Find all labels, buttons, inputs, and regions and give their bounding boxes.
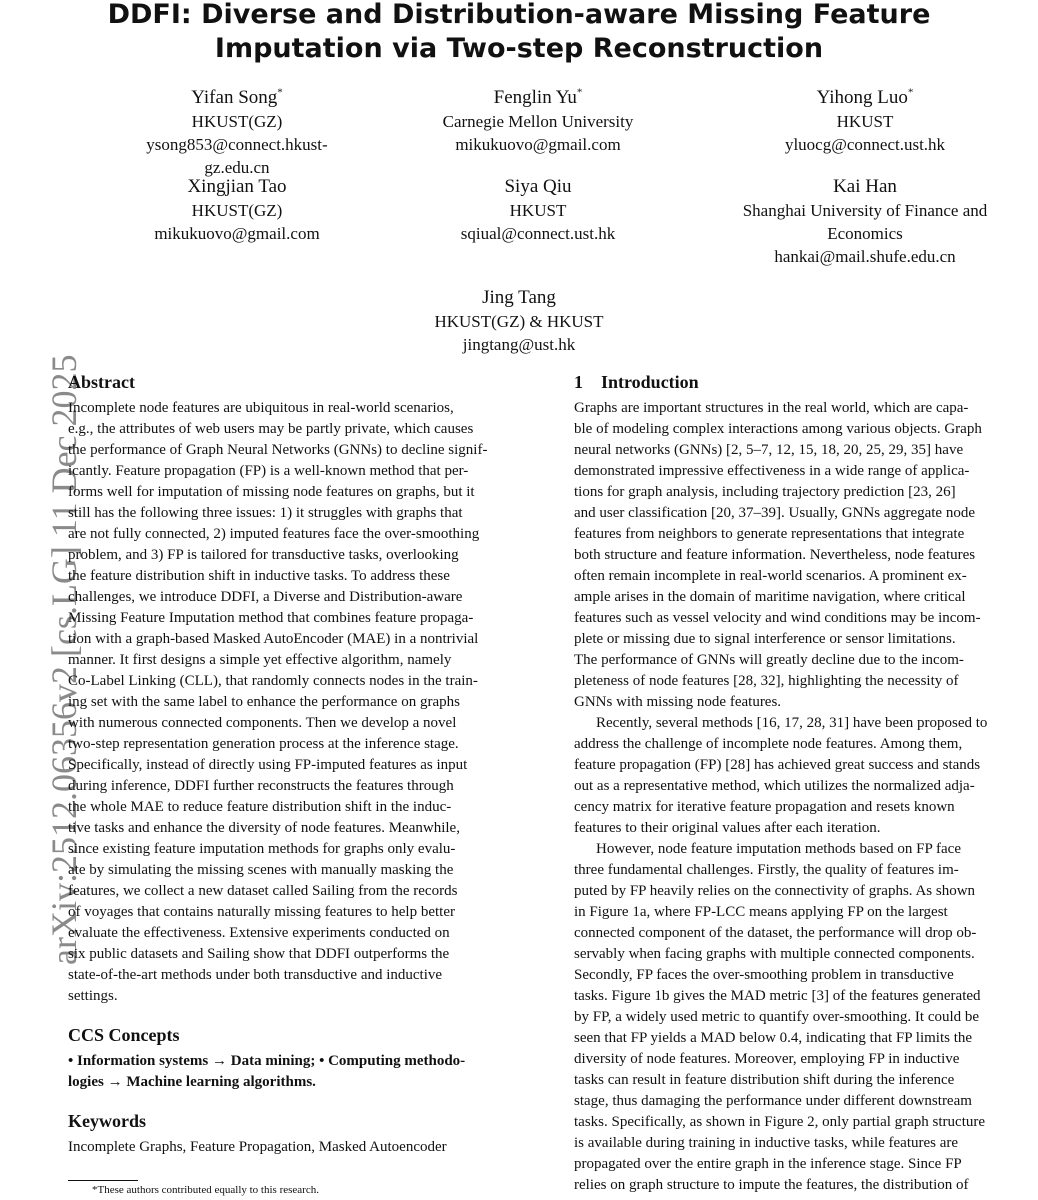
author-affiliation: HKUST — [509, 201, 567, 220]
text-line: icantly. Feature propagation (FP) is a well-known method that per- — [68, 463, 469, 479]
text-line: out as a representative method, which utilizes the normalized adja- — [574, 778, 975, 794]
text-line: tasks. Specifically, as shown in Figure 2, only partial graph structure — [574, 1114, 986, 1130]
text-line: demonstrated impressive effectiveness in a wide range of applica- — [574, 463, 970, 479]
title-line-2: Imputation via Two-step Reconstruction — [214, 33, 824, 64]
text-line: address the challenge of incomplete node features. Among them, — [574, 736, 963, 752]
text-line: relies on graph structure to impute the features, the distribution of — [574, 1177, 969, 1193]
author-name: Fenglin Yu — [493, 87, 577, 108]
author-affiliation: HKUST(GZ) — [191, 201, 283, 220]
text-line: tasks. Figure 1b gives the MAD metric [3] of the features generated — [574, 988, 981, 1004]
text-line: with numerous connected components. Then we develop a novel — [68, 715, 457, 731]
text-line: challenges, we introduce DDFI, a Diverse and Distribution-aware — [68, 589, 463, 605]
right-column — [574, 370, 1036, 1196]
text-line: Recently, several methods [16, 17, 28, 31] have been proposed to — [596, 715, 988, 731]
author-affiliation-cont: Economics — [827, 224, 903, 243]
text-line: The performance of GNNs will greatly decline due to the incom- — [574, 652, 964, 668]
author-email[interactable]: jingtang@ust.hk — [462, 335, 576, 354]
text-line: often remain incomplete in real-world scenarios. A prominent ex- — [574, 568, 967, 584]
introduction-heading: 1 Introduction — [574, 372, 699, 392]
text-line: Incomplete node features are ubiquitous in real-world scenarios, — [68, 400, 454, 416]
author-affiliation: Shanghai University of Finance and — [742, 201, 988, 220]
author-email[interactable]: mikukuovo@gmail.com — [455, 135, 621, 154]
footnote-rule — [68, 1180, 138, 1181]
text-line: of voyages that contains naturally missing features to help better — [68, 904, 455, 920]
author-affiliation: Carnegie Mellon University — [442, 112, 634, 131]
text-line: cency matrix for iterative feature propagation and resets known — [574, 799, 955, 815]
text-line: diversity of node features. Moreover, employing FP in inductive — [574, 1051, 960, 1067]
text-line: are not fully connected, 2) imputed features face the over-smoothing — [68, 526, 480, 542]
text-line: six public datasets and Sailing show that DDFI outperforms the — [68, 946, 450, 962]
intro-paragraph-1 — [574, 398, 1036, 713]
text-line: propagated over the entire graph in the inference stage. Since FP — [574, 1156, 962, 1172]
ccs-heading: CCS Concepts — [68, 1025, 180, 1045]
text-line: ample arises in the domain of maritime navigation, where critical — [574, 589, 966, 605]
text-line: ate by simulating the missing scenes with manually masking the — [68, 862, 454, 878]
author-block — [745, 86, 985, 156]
text-line: two-step representation generation process at the inference stage. — [68, 736, 459, 752]
title-line-1: DDFI: Diverse and Distribution-aware Missing Feature — [107, 0, 931, 30]
text-line: features to their original values after each iteration. — [574, 820, 881, 836]
text-line: tive tasks and enhance the diversity of node features. Meanwhile, — [68, 820, 460, 836]
author-email[interactable]: mikukuovo@gmail.com — [154, 224, 320, 243]
text-line: Specifically, instead of directly using FP-imputed features as input — [68, 757, 468, 773]
author-name: Jing Tang — [482, 287, 556, 308]
text-line: pleteness of node features [28, 32], highlighting the necessity of — [574, 673, 959, 689]
author-name: Kai Han — [833, 176, 897, 197]
author-block — [117, 86, 357, 179]
text-line: in Figure 1a, where FP-LCC means applying FP on the largest — [574, 904, 948, 920]
text-line: during inference, DDFI further reconstructs the features through — [68, 778, 454, 794]
text-line: both structure and feature information. Nevertheless, node features — [574, 547, 976, 563]
text-line: problem, and 3) FP is tailored for transductive tasks, overlooking — [68, 547, 459, 563]
text-line: feature propagation (FP) [28] has achieved great success and stands — [574, 757, 981, 773]
text-line: the feature distribution shift in inductive tasks. To address these — [68, 568, 450, 584]
text-line: by FP, a widely used metric to quantify over-smoothing. It could be — [574, 1009, 980, 1025]
text-line: the performance of Graph Neural Networks (GNNs) to decline signif- — [68, 442, 488, 458]
text-line: since existing feature imputation methods for graphs only evalu- — [68, 841, 456, 857]
author-name: Yifan Song — [191, 87, 278, 108]
keywords-text: Incomplete Graphs, Feature Propagation, Masked Autoencoder — [68, 1139, 447, 1155]
author-block — [117, 175, 357, 245]
author-name: Siya Qiu — [504, 176, 572, 197]
text-line: and user classification [20, 37–39]. Usually, GNNs aggregate node — [574, 505, 976, 521]
text-line: logies → Machine learning algorithms. — [68, 1074, 316, 1090]
author-block — [418, 86, 658, 156]
arxiv-identifier: arXiv:2512.06356v2 [cs.LG] 11 Dec 2025 — [44, 354, 84, 965]
author-block — [419, 286, 619, 356]
left-column — [68, 370, 530, 1158]
ccs-concepts — [68, 1051, 530, 1093]
text-line: ing set with the same label to enhance the performance on graphs — [68, 694, 460, 710]
author-name: Xingjian Tao — [187, 176, 287, 197]
text-line: puted by FP heavily relies on the connectivity of graphs. As shown — [574, 883, 976, 899]
text-line: Co-Label Linking (CLL), that randomly connects nodes in the train- — [68, 673, 478, 689]
abstract-text — [68, 398, 530, 1007]
equal-contribution-mark: * — [277, 86, 283, 99]
author-affiliation: HKUST(GZ) — [191, 112, 283, 131]
author-affiliation: HKUST(GZ) & HKUST — [434, 312, 604, 331]
text-line: tion with a graph-based Masked AutoEncoder (MAE) in a nontrivial — [68, 631, 479, 647]
author-email[interactable]: yluocg@connect.ust.hk — [784, 135, 946, 154]
footnote: *These authors contributed equally to this research. — [92, 1184, 319, 1196]
author-email[interactable]: hankai@mail.shufe.edu.cn — [774, 247, 956, 266]
text-line: Secondly, FP faces the over-smoothing problem in transductive — [574, 967, 954, 983]
text-line: plete or missing due to signal interference or sensor limitations. — [574, 631, 956, 647]
abstract-heading: Abstract — [68, 372, 135, 392]
equal-contribution-mark: * — [576, 86, 583, 99]
text-line: neural networks (GNNs) [2, 5–7, 12, 15, 18, 20, 25, 29, 35] have — [574, 442, 964, 458]
text-line: is available during training in inductive tasks, while features are — [574, 1135, 959, 1151]
text-line: features such as vessel velocity and wind conditions may be incom- — [574, 610, 981, 626]
text-line: evaluate the effectiveness. Extensive experiments conducted on — [68, 925, 450, 941]
text-line: the whole MAE to reduce feature distribution shift in the induc- — [68, 799, 452, 815]
text-line: Graphs are important structures in the real world, which are capa- — [574, 400, 969, 416]
text-line: three fundamental challenges. Firstly, the quality of features im- — [574, 862, 959, 878]
text-line: stage, thus damaging the performance under different downstream — [574, 1093, 972, 1109]
text-line: However, node feature imputation methods based on FP face — [596, 841, 961, 857]
text-line: Missing Feature Imputation method that combines feature propaga- — [68, 610, 474, 626]
text-line: manner. It first designs a simple yet effective algorithm, namely — [68, 652, 452, 668]
equal-contribution-mark: * — [907, 86, 914, 99]
text-line: ble of modeling complex interactions among various objects. Graph — [574, 421, 982, 437]
author-email[interactable]: sqiual@connect.ust.hk — [460, 224, 616, 243]
text-line: • Information systems → Data mining; • Computing methodo- — [68, 1053, 466, 1069]
author-affiliation: HKUST — [836, 112, 894, 131]
paper-title — [0, 0, 1038, 66]
text-line: state-of-the-art methods under both transductive and inductive — [68, 967, 443, 983]
intro-paragraph-2 — [574, 713, 1036, 839]
author-email[interactable]: ysong853@connect.hkust-gz.edu.cn — [146, 135, 328, 177]
text-line: servably when facing graphs with multiple connected components. — [574, 946, 975, 962]
text-line: settings. — [68, 988, 118, 1004]
keywords-heading: Keywords — [68, 1111, 146, 1131]
text-line: still has the following three issues: 1) it struggles with graphs that — [68, 505, 463, 521]
author-name: Yihong Luo — [816, 87, 908, 108]
author-block — [418, 175, 658, 245]
text-line: tasks can result in feature distribution shift during the inference — [574, 1072, 955, 1088]
author-block — [715, 175, 1015, 268]
text-line: tions for graph analysis, including trajectory prediction [23, 26] — [574, 484, 956, 500]
text-line: features from neighbors to generate representations that integrate — [574, 526, 965, 542]
text-line: connected component of the dataset, the performance will drop ob- — [574, 925, 977, 941]
intro-paragraph-3 — [574, 839, 1036, 1196]
text-line: GNNs with missing node features. — [574, 694, 782, 710]
text-line: e.g., the attributes of web users may be partly private, which causes — [68, 421, 474, 437]
text-line: forms well for imputation of missing node features on graphs, but it — [68, 484, 475, 500]
text-line: seen that FP yields a MAD below 0.4, indicating that FP limits the — [574, 1030, 973, 1046]
text-line: features, we collect a new dataset called Sailing from the records — [68, 883, 458, 899]
